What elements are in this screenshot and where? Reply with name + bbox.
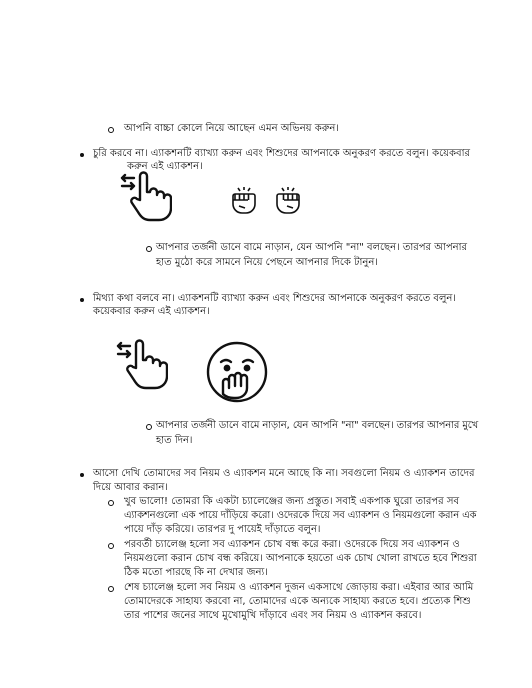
- bullet-text: কয়েকবার করুন এই এ্যাকশন।: [93, 306, 210, 317]
- sub-item-text: ঠিক মতো পারছে কি না দেখার জন্য।: [124, 567, 268, 578]
- fist-icon: [274, 185, 302, 215]
- bullet-text: করুন এই এ্যাকশন।: [127, 161, 203, 172]
- bullet: [80, 153, 84, 157]
- bullet-text: মিথ্যা কথা বলবে না। এ্যাকশনটি ব্যাখ্যা করুন এবং শিশুদের আপনাকে অনুকরণ করতে বলুন।: [93, 293, 456, 304]
- sub-item-text: নিয়মগুলো করান চোখ বন্ধ করিয়ে। আপনাকে হয়তো এক চোখ খোলা রাখতে হবে শিশুরা: [124, 553, 477, 564]
- sub-bullet: [108, 586, 114, 592]
- bullet: [80, 473, 84, 477]
- face-hand-over-mouth-icon: [205, 340, 269, 404]
- sub-item-text: আপনার তর্জনী ডানে বামে নাড়ান, যেন আপনি "না" বলছেন। তারপর আপনার: [156, 242, 468, 253]
- sub-item-text: তোমাদেরকে সাহায্য করবো না, তোমাদের একে অন্যকে সাহায্য করতে হবে। প্রত্যেক শিশু: [124, 596, 471, 607]
- bullet-text: চুরি করবে না। এ্যাকশনটি ব্যাখ্যা করুন এবং শিশুদের আপনাকে অনুকরণ করতে বলুন। কয়েকবার: [93, 148, 470, 159]
- sub-item-text: শেষ চ্যালেঞ্জ হলো সব নিয়ম ও এ্যাকশন দুজন একসাথে জোড়ায় করা। এইবার আর আমি: [124, 582, 474, 593]
- sub-item-text: হাত মুঠো করে সামনে নিয়ে পেছনে আপনার দিকে টানুন।: [156, 257, 378, 268]
- bullet: [80, 298, 84, 302]
- finger-wag-icon: [116, 170, 172, 222]
- finger-wag-icon: [112, 338, 168, 390]
- sub-bullet: [146, 246, 152, 252]
- sub-item-text: আপনার তর্জনী ডানে বামে নাড়ান, যেন আপনি "না" বলছেন। তারপর আপনার মুখে: [156, 420, 479, 431]
- sub-bullet: [108, 127, 114, 133]
- sub-item-text: পায়ে দাঁড় করিয়ে। তারপর দু পায়েই দাঁড়াতে বলুন।: [124, 524, 321, 535]
- fist-icon: [230, 185, 258, 215]
- sub-item-text: তার পাশের জনের সাথে মুখোমুখি দাঁড়াবে এবং সব নিয়ম ও এ্যাকশন করবে।: [124, 610, 422, 621]
- sub-item-text: আপনি বাচ্চা কোলে নিয়ে আছেন এমন অভিনয় করুন।: [124, 123, 339, 134]
- sub-bullet: [108, 543, 114, 549]
- bullet-text: আসো দেখি তোমাদের সব নিয়ম ও এ্যাকশন মনে আছে কি না। সবগুলো নিয়ম ও এ্যাকশন তাদের: [93, 468, 475, 479]
- sub-bullet: [146, 424, 152, 430]
- bullet-text: দিয়ে আবার করান।: [93, 482, 168, 493]
- sub-item-text: এ্যাকশনগুলো এক পায়ে দাঁড়িয়ে করো। ওদেরকে দিয়ে সব এ্যাকশন ও নিয়মগুলো করান এক: [124, 510, 477, 521]
- sub-item-text: হাত দিন।: [156, 435, 193, 446]
- sub-item-text: পরবর্তী চ্যালেঞ্জ হলো সব এ্যাকশন চোখ বন্ধ করে করা। ওদেরকে দিয়ে সব এ্যাকশন ও: [124, 539, 460, 550]
- sub-item-text: খুব ভালো! তোমরা কি একটা চ্যালেঞ্জের জন্য প্রস্তুত। সবাই একপাক ঘুরো তারপর সব: [124, 496, 460, 507]
- sub-bullet: [108, 500, 114, 506]
